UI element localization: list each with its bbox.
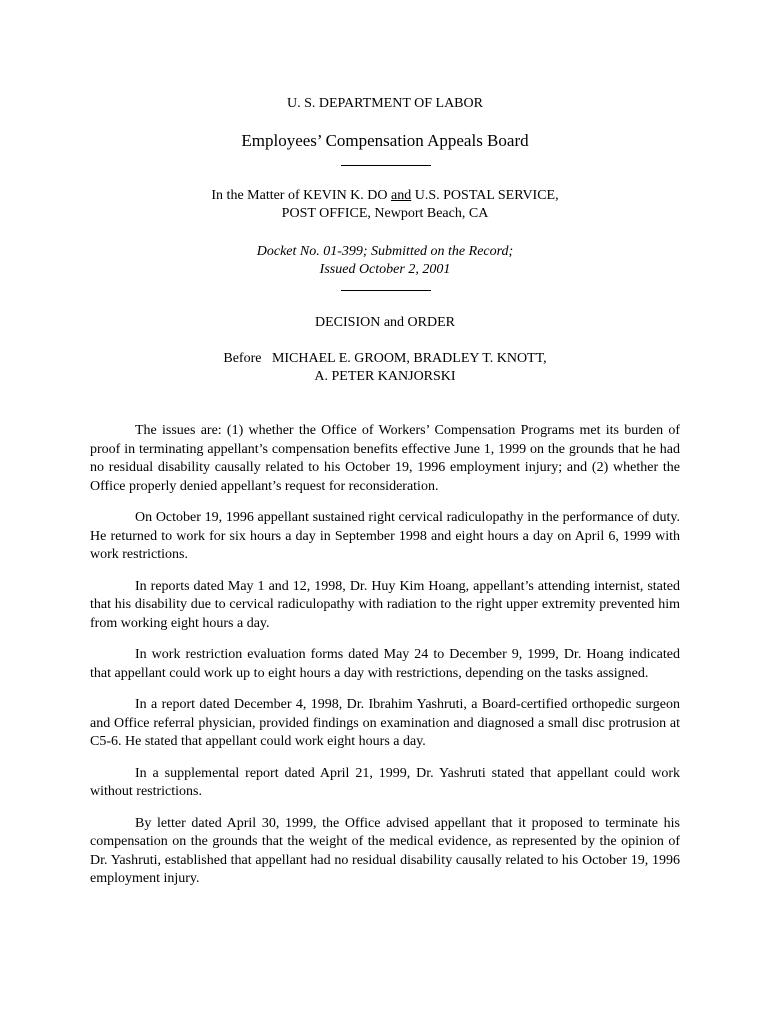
paragraph-work-restrictions: In work restriction evaluation forms dated May 24 to December 9, 1999, Dr. Hoang indicated that appellant could work up to eight hours a day with restrictions, depending on the tasks assigned.: [90, 647, 680, 681]
decision-title: DECISION and ORDER: [315, 315, 455, 330]
docket-line-1: Docket No. 01-399; Submitted on the Record;: [256, 244, 514, 259]
matter-line-2: POST OFFICE, Newport Beach, CA: [281, 206, 489, 221]
panel-line-1: Before MICHAEL E. GROOM, BRADLEY T. KNOTT,: [223, 351, 547, 366]
matter-party-employer: U.S. POSTAL SERVICE,: [411, 188, 559, 203]
paragraph-supplemental-report: In a supplemental report dated April 21, 1999, Dr. Yashruti stated that appellant could work without restrictions.: [90, 765, 680, 799]
matter-line-1: [0, 187, 770, 205]
paragraph-hoang-reports: In reports dated May 1 and 12, 1998, Dr. Huy Kim Hoang, appellant’s attending internist, stated that his disability due to cervical radiculopathy with radiation to the right upper extremity prevented him from working eight hours a day.: [90, 578, 680, 631]
matter-party-appellant: In the Matter of KEVIN K. DO: [211, 188, 392, 203]
agency-heading: U. S. DEPARTMENT OF LABOR: [287, 96, 483, 111]
paragraph-yashruti-report: In a report dated December 4, 1998, Dr. Ibrahim Yashruti, a Board-certified orthopedic surgeon and Office referral physician, provided findings on examination and diagnosed a small disc protrusion at C5-6. He stated that appellant could work eight hours a day.: [90, 697, 680, 749]
title-divider: [341, 165, 431, 166]
board-title: Employees’ Compensation Appeals Board: [241, 131, 529, 150]
docket-divider: [341, 290, 431, 291]
docket-line-2: Issued October 2, 2001: [319, 262, 451, 277]
paragraph-injury: On October 19, 1996 appellant sustained right cervical radiculopathy in the performance of duty. He returned to work for six hours a day in September 1998 and eight hours a day on April 6, 1999 with work restrictions.: [90, 510, 680, 562]
paragraph-issues: The issues are: (1) whether the Office of Workers’ Compensation Programs met its burden of proof in terminating appellant’s compensation benefits effective June 1, 1999 on the grounds that he had no residual disability causally related to his October 19, 1996 employment injury; and (2) whether the Office properly denied appellant’s request for reconsideration.: [90, 423, 680, 494]
paragraph-termination-letter: By letter dated April 30, 1999, the Office advised appellant that it proposed to terminate his compensation on the grounds that the weight of the medical evidence, as represented by the opinion of Dr. Yashruti, established that appellant had no residual disability causally related to his October 19, 1996 employment injury.: [90, 815, 680, 886]
matter-and: and: [391, 188, 412, 203]
panel-line-2: A. PETER KANJORSKI: [314, 369, 456, 384]
decision-body: [90, 422, 680, 902]
